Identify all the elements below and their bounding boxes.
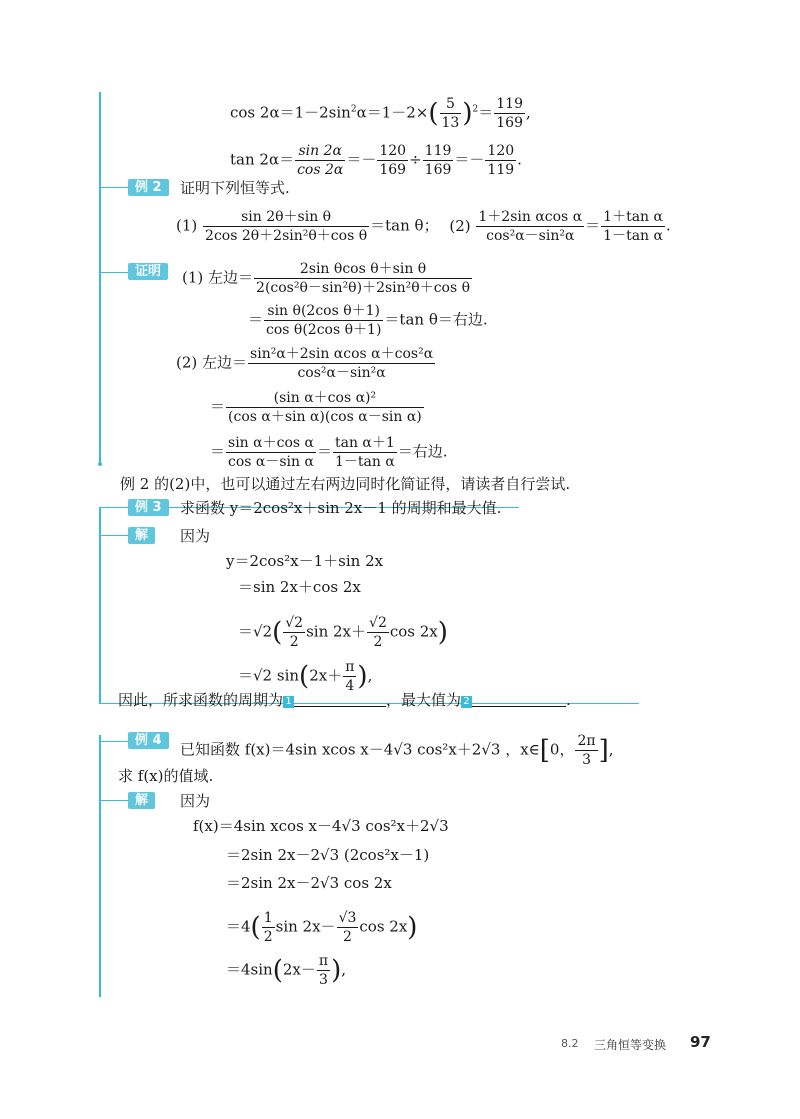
- ex3-conclusion: 因此，所求函数的周期为 1 ，最大值为 2 .: [118, 691, 571, 709]
- blank-2-marker[interactable]: 2: [461, 696, 472, 708]
- blank-1-line[interactable]: [294, 706, 386, 707]
- page-number: 97: [690, 1033, 711, 1051]
- tan2a-equation: tan 2α＝ $\frac{\sin 2\alpha}{\cos 2\alpha}$ ＝－ $\frac{120}{169}$ ÷ $\frac{119}{169}$ ＝－ $\frac{120}{119}$ .: [230, 143, 522, 178]
- proof-tag: 证明: [128, 263, 168, 280]
- proof-line-5: ＝ $\frac{\text{sin α＋cos α}}{\text{cos α－sin α}}$ ＝ $\frac{\text{tan α＋1}}{\text{1－tan α}}$ ＝右边.: [210, 435, 448, 470]
- ex3-sol-rule: [99, 535, 129, 536]
- solution-4-tag: 解: [128, 792, 155, 809]
- proof-line-4: ＝ $\frac{\text{(sin α＋cos α)²}}{\text{(cos α＋sin α)(cos α－sin α)}}$: [210, 390, 422, 425]
- ex3-step-3: ＝√2( $\frac{√2}{2}$ sin 2x＋ $\frac{√2}{2}$ cos 2x): [238, 615, 448, 650]
- example-2-title: 证明下列恒等式.: [180, 179, 290, 197]
- example-2-problems: (1) $\frac{\text{sin 2θ＋sin θ}}{\text{2cos 2θ＋2sin²θ＋cos θ}}$ ＝tan θ； (2) $\frac{\text{1＋2sin αcos α}}{\text{cos²α－sin²α}}$ ＝ $\frac{\text{1＋tan α}}{\text{1－tan α}}$ .: [176, 209, 671, 244]
- solution-3-intro: 因为: [180, 527, 211, 545]
- example-3-tag: 例 3: [128, 499, 169, 516]
- ex3-step-1: y＝2cos²x－1＋sin 2x: [226, 552, 384, 570]
- ex3-step-2: ＝sin 2x＋cos 2x: [238, 578, 361, 596]
- blank-1-marker[interactable]: 1: [283, 696, 294, 708]
- left-accent-bar-ex3: [99, 507, 101, 703]
- ex4-sol-rule: [99, 800, 129, 801]
- ex2-rule: [99, 187, 129, 188]
- example-3-title: 求函数 y＝2cos²x＋sin 2x－1 的周期和最大值.: [180, 499, 502, 517]
- example-2-tag: 例 2: [128, 179, 169, 196]
- ex4-rule: [99, 741, 129, 742]
- example-4-tag: 例 4: [128, 732, 169, 749]
- proof-rule: [99, 272, 129, 273]
- ex4-step-4: ＝4( $\frac{1}{2}$ sin 2x－ $\frac{√3}{2}$ cos 2x): [226, 910, 418, 945]
- accent-dot: [98, 462, 102, 466]
- ex4-step-1: f(x)＝4sin xcos x－4√3 cos²x＋2√3: [193, 817, 449, 835]
- cos2a-equation: $\cos 2\alpha=1-2\sin^2\alpha=1-2\times$( $\frac{5}{13}$ )$^2$＝ $\frac{119}{169}$ ,: [230, 96, 531, 131]
- proof-line-2: ＝ $\frac{\text{sin θ(2cos θ＋1)}}{\text{cos θ(2cos θ＋1)}}$ ＝tan θ＝右边.: [248, 303, 488, 338]
- left-accent-bar-ex4: [99, 735, 101, 997]
- example-4-title: 已知函数 f(x)＝4sin xcos x－4√3 cos²x＋2√3 ，x∈[0， $\frac{2\pi}{3}$ ],: [180, 733, 614, 768]
- note-text: 例 2 的(2)中，也可以通过左右两边同时化简证得，请读者自行尝试.: [120, 475, 571, 493]
- ex4-step-3: ＝2sin 2x－2√3 cos 2x: [226, 874, 392, 892]
- ex4-step-5: ＝4sin(2x－ $\frac{\pi}{3}$ ),: [226, 953, 347, 988]
- proof-line-3: (2) 左边＝ $\frac{\text{sin²α＋2sin αcos α＋cos²α}}{\text{cos²α－sin²α}}$: [176, 346, 434, 381]
- blank-2-line[interactable]: [472, 706, 566, 707]
- proof-line-1: (1) 左边＝ $\frac{\text{2sin θcos θ＋sin θ}}{\text{2(cos²θ－sin²θ)＋2sin²θ＋cos θ}}$: [182, 261, 471, 296]
- solution-4-intro: 因为: [180, 792, 211, 810]
- footer-section-number: 8.2: [561, 1037, 579, 1050]
- solution-3-tag: 解: [128, 527, 155, 544]
- example-4-question: 求 f(x)的值域.: [118, 767, 214, 785]
- ex4-step-2: ＝2sin 2x－2√3 (2cos²x－1): [226, 846, 430, 864]
- ex3-step-4: ＝√2 sin(2x＋ $\frac{\pi}{4}$ ),: [238, 659, 373, 694]
- footer-chapter-title: 三角恒等变换: [594, 1038, 667, 1052]
- left-accent-bar-top: [99, 92, 101, 465]
